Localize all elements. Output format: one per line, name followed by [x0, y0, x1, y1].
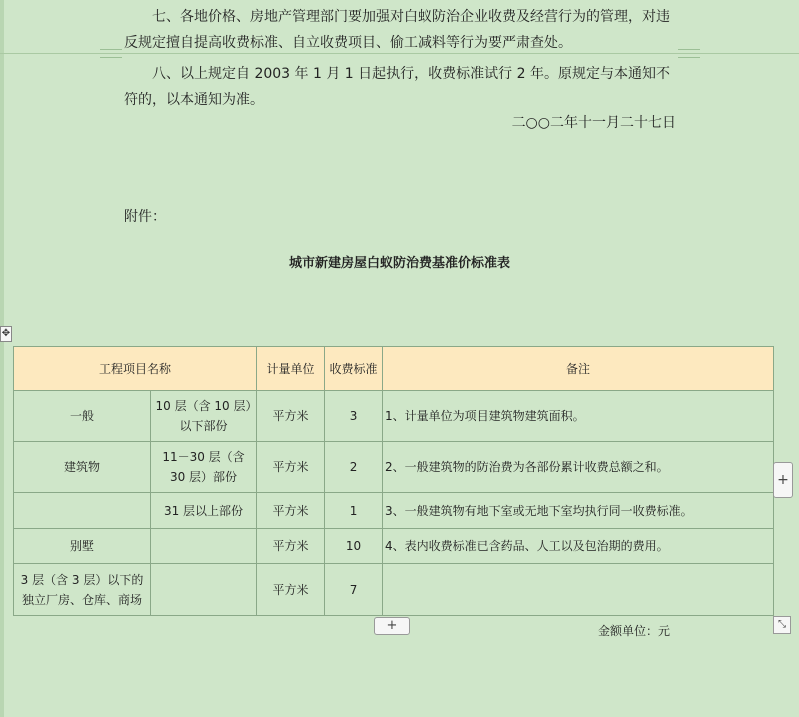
cell-fee[interactable]: 10	[325, 529, 383, 564]
table-move-handle-icon[interactable]: ✥	[0, 326, 12, 342]
cell-note[interactable]: 3、一般建筑物有地下室或无地下室均执行同一收费标准。	[383, 493, 774, 529]
cell-category[interactable]: 3 层（含 3 层）以下的独立厂房、仓库、商场	[14, 564, 151, 616]
amount-unit-note: 金额单位：元	[598, 624, 671, 638]
table-row	[14, 564, 774, 616]
cell-note[interactable]	[383, 564, 774, 616]
cell-note[interactable]: 4、表内收费标准已含药品、人工以及包治期的费用。	[383, 529, 774, 564]
cell-fee[interactable]: 3	[325, 391, 383, 442]
header-note[interactable]: 备注	[383, 347, 774, 391]
cell-unit[interactable]: 平方米	[257, 529, 325, 564]
fee-table	[13, 346, 774, 616]
table-title: 城市新建房屋白蚁防治费基准价标准表	[288, 256, 510, 271]
table-header-row	[14, 347, 774, 391]
cell-fee[interactable]: 7	[325, 564, 383, 616]
cell-category[interactable]	[14, 493, 151, 529]
page-edge	[0, 0, 4, 717]
attachment-label: 附件：	[124, 209, 166, 225]
cell-fee[interactable]: 2	[325, 442, 383, 493]
header-unit[interactable]: 计量单位	[257, 347, 325, 391]
paragraph-7: 七、各地价格、房地产管理部门要加强对白蚁防治企业收费及经营行为的管理，对违反规定擅自提高收费标准、自立收费项目、偷工减料等行为要严肃查处。	[124, 9, 670, 51]
table-resize-handle-icon[interactable]: ⤡	[773, 616, 791, 634]
header-fee[interactable]: 收费标准	[325, 347, 383, 391]
cell-subcategory[interactable]	[151, 529, 257, 564]
add-row-button[interactable]: +	[374, 617, 410, 635]
cell-subcategory[interactable]: 31 层以上部份	[151, 493, 257, 529]
paragraph-8: 八、以上规定自 2003 年 1 月 1 日起执行，收费标准试行 2 年。原规定与本通知不符的，以本通知为准。	[124, 66, 670, 108]
cell-category[interactable]: 别墅	[14, 529, 151, 564]
cell-subcategory[interactable]	[151, 564, 257, 616]
margin-mark-right	[678, 49, 700, 58]
cell-note[interactable]: 2、一般建筑物的防治费为各部份累计收费总额之和。	[383, 442, 774, 493]
cell-unit[interactable]: 平方米	[257, 493, 325, 529]
table-row	[14, 493, 774, 529]
cell-category[interactable]: 一般	[14, 391, 151, 442]
add-column-button[interactable]: +	[773, 462, 793, 498]
cell-unit[interactable]: 平方米	[257, 442, 325, 493]
cell-category[interactable]: 建筑物	[14, 442, 151, 493]
cell-unit[interactable]: 平方米	[257, 391, 325, 442]
document-date: 二○○二年十一月二十七日	[511, 115, 676, 131]
cell-unit[interactable]: 平方米	[257, 564, 325, 616]
cell-subcategory[interactable]: 10 层（含 10 层）以下部份	[151, 391, 257, 442]
cell-fee[interactable]: 1	[325, 493, 383, 529]
header-project[interactable]: 工程项目名称	[14, 347, 257, 391]
cell-note[interactable]: 1、计量单位为项目建筑物建筑面积。	[383, 391, 774, 442]
margin-mark-left	[100, 49, 122, 58]
table-row	[14, 442, 774, 493]
cell-subcategory[interactable]: 11－30 层（含 30 层）部份	[151, 442, 257, 493]
table-row	[14, 529, 774, 564]
table-row	[14, 391, 774, 442]
